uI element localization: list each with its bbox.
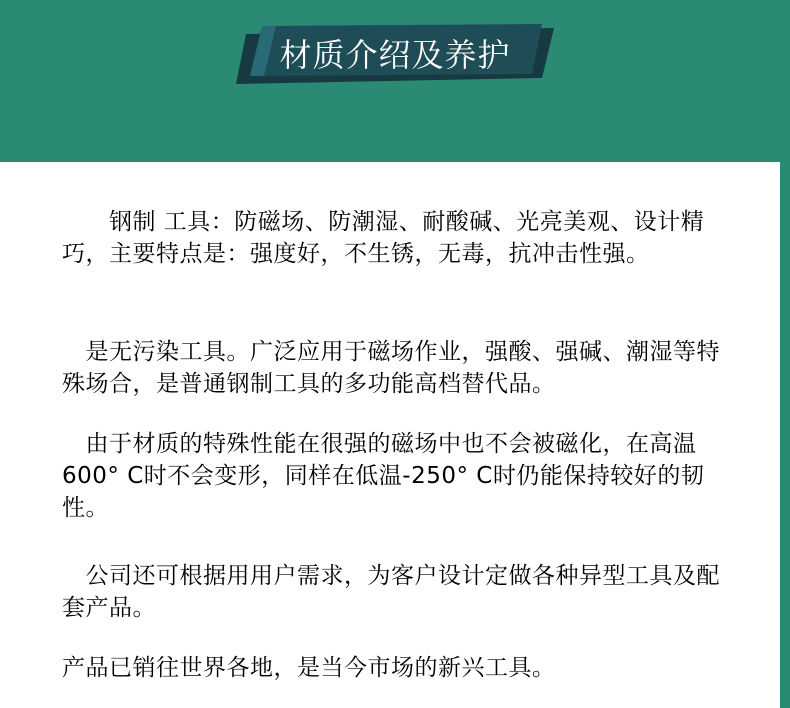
paragraph-applications: 是无污染工具。广泛应用于磁场作业，强酸、强碱、潮湿等特殊场合，是普通钢制工具的多功能高档替代品。	[62, 339, 720, 397]
title-banner	[236, 24, 554, 88]
paragraph-temperature: 由于材质的特殊性能在很强的磁场中也不会被磁化，在高温600° C时不会变形，同样在低温-250° C时仍能保持较好的韧性。	[62, 431, 705, 521]
paragraph-features: 钢制 工具：防磁场、防潮湿、耐酸碱、光亮美观、设计精巧，主要特点是：强度好，不生锈，无毒，抗冲击性强。	[62, 209, 705, 267]
right-border	[780, 162, 790, 708]
paragraph-market: 产品已销往世界各地，是当今市场的新兴工具。	[62, 655, 556, 681]
paragraph-custom: 公司还可根据用用户需求，为客户设计定做各种异型工具及配套产品。	[62, 563, 720, 621]
page-title: 材质介绍及养护	[279, 36, 511, 74]
